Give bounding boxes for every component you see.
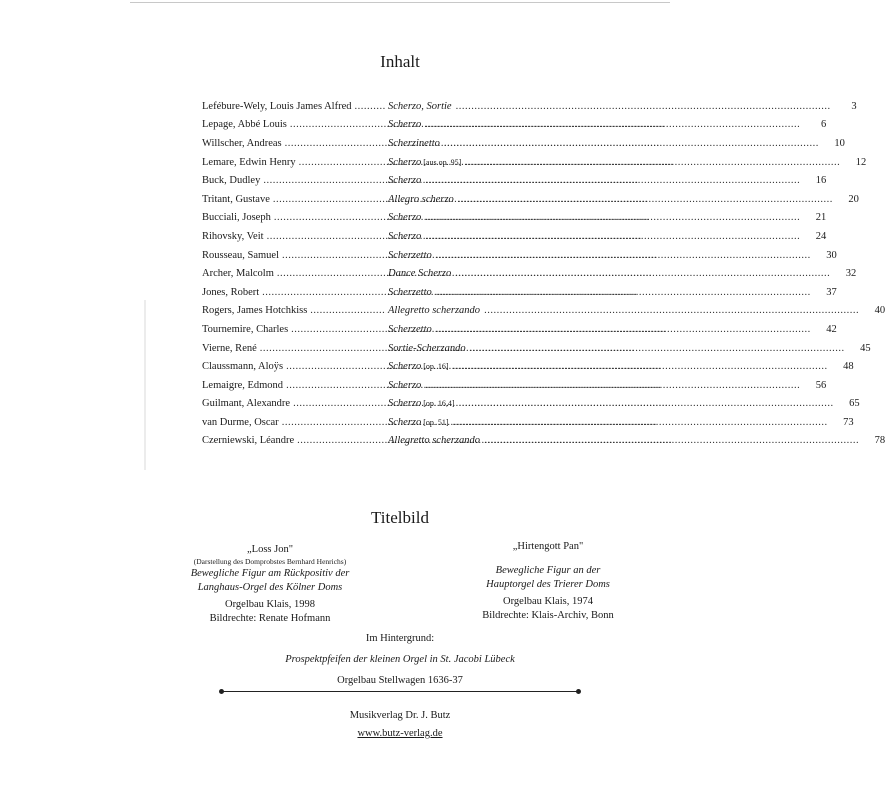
figure-desc-right-1: Bewegliche Figur an der (495, 565, 601, 576)
ornament-divider (222, 691, 578, 692)
toc-entry (196, 320, 837, 339)
toc-opus: [op. 51] (423, 417, 449, 427)
cover-caption-left (170, 543, 370, 626)
toc-piece-cell (386, 119, 800, 130)
toc-page-number: 78 (874, 435, 885, 447)
toc-leader-dots (453, 417, 828, 428)
toc-leader-dots (484, 305, 859, 316)
toc-composer-cell (196, 435, 386, 446)
toc-page-number: 20 (848, 193, 859, 205)
publisher-name: Musikverlag Dr. J. Butz (349, 710, 451, 721)
toc-entry (196, 283, 837, 302)
toc-piece-cell (386, 231, 800, 242)
toc-leader-dots (444, 138, 819, 149)
toc-piece-cell (386, 343, 845, 354)
toc-leader-dots (465, 157, 840, 168)
toc-composer: Lefébure-Wely, Louis James Alfred (202, 100, 352, 112)
toc-composer: Lemare, Edwin Henry (202, 156, 296, 168)
scan-shadow (144, 300, 146, 470)
toc-composer: Willscher, Andreas (202, 137, 282, 149)
toc-piece-cell (386, 175, 800, 186)
toc-opus: [op. 16,4] (423, 399, 455, 409)
toc-composer: Rihovsky, Veit (202, 230, 264, 242)
figure-rights-right: Bildrechte: Klais-Archiv, Bonn (482, 610, 614, 621)
top-edge-rule (130, 2, 670, 3)
toc-piece: Dance Scherzo (388, 268, 452, 280)
toc-opus: [aus op. 95] (423, 157, 462, 167)
toc-composer-cell (196, 343, 386, 354)
toc-piece: Allegretto scherzando (388, 305, 481, 317)
toc-leader-dots (453, 361, 828, 372)
toc-piece: Scherzo (388, 416, 422, 428)
toc-entry (196, 209, 827, 228)
toc-leader-dots (456, 101, 831, 112)
toc-page-number: 3 (851, 100, 857, 112)
toc-leader-dots (484, 435, 859, 446)
toc-piece: Scherzo (388, 156, 422, 168)
toc-composer-cell (196, 324, 386, 335)
toc-composer-cell (196, 361, 386, 372)
divider-dot-left (219, 689, 224, 694)
toc-piece: Scherzo (388, 212, 422, 224)
publisher-url-link[interactable]: www.butz-verlag.de (357, 728, 443, 739)
toc-leader-dots (455, 268, 830, 279)
toc-composer-cell (196, 305, 386, 316)
toc-piece: Scherzo (388, 119, 422, 131)
toc-leader-dots (436, 287, 811, 298)
toc-entry (196, 134, 845, 153)
toc-piece: Scherzo (388, 175, 422, 187)
toc-composer: Rogers, James Hotchkiss (202, 305, 308, 317)
toc-heading: Inhalt (380, 52, 420, 71)
toc-leader-dots (425, 231, 800, 242)
toc-piece: Scherzo (388, 230, 422, 242)
toc-leader-dots (436, 250, 811, 261)
toc-page-number: 12 (855, 156, 867, 168)
toc-entry (196, 413, 854, 432)
toc-piece-cell (386, 157, 840, 168)
toc-entry (196, 171, 827, 190)
toc-piece-cell (386, 268, 830, 279)
toc-page-number: 56 (815, 379, 827, 391)
toc-entry (196, 357, 854, 376)
background-builder: Orgelbau Stellwagen 1636-37 (337, 675, 463, 686)
background-desc: Prospektpfeifen der kleinen Orgel in St. Jacobi Lübeck (285, 654, 515, 665)
toc-piece-cell (386, 324, 811, 335)
toc-leader-dots (425, 119, 800, 130)
toc-composer-cell (196, 157, 386, 168)
toc-composer: Bucciali, Joseph (202, 212, 271, 224)
toc-composer: Buck, Dudley (202, 175, 261, 187)
toc-leader-dots (458, 194, 833, 205)
toc-composer-cell (196, 287, 386, 298)
toc-entry (196, 227, 827, 246)
toc-composer: Guilmant, Alexandre (202, 398, 291, 410)
toc-page-number: 73 (843, 416, 854, 428)
toc-piece-cell (386, 194, 833, 205)
toc-piece: Allegretto scherzando (388, 435, 481, 447)
toc-entry (196, 339, 871, 358)
toc-piece-cell (386, 361, 828, 372)
toc-leader-dots (425, 212, 800, 223)
toc-composer-cell (196, 268, 386, 279)
figure-note-left: (Darstellung des Domprobstes Bernhard Henrichs) (193, 557, 347, 566)
figure-desc-right-2: Hauptorgel des Trierer Doms (486, 579, 610, 590)
toc-composer-cell (196, 398, 386, 409)
toc-page-number: 10 (834, 137, 845, 149)
toc-page-number: 16 (815, 175, 827, 187)
toc-piece: Scherzo (388, 398, 422, 410)
toc-composer-cell (196, 175, 386, 186)
toc-composer: Tournemire, Charles (202, 323, 289, 335)
toc-composer: Rousseau, Samuel (202, 249, 279, 261)
toc-entry (196, 116, 827, 135)
background-label: Im Hintergrund: (365, 633, 435, 644)
toc-piece: Sortie-Scherzando (388, 342, 466, 354)
toc-piece: Scherzo (388, 361, 422, 373)
figure-desc-left-1: Bewegliche Figur am Rückpositiv der (190, 568, 350, 579)
toc-composer-cell (196, 138, 386, 149)
figure-desc-left-2: Langhaus-Orgel des Kölner Doms (197, 582, 343, 593)
toc-page-number: 40 (874, 305, 885, 317)
toc-page-number: 37 (826, 286, 837, 298)
cover-caption-right (448, 540, 648, 623)
toc-piece: Scherzinetto (388, 137, 440, 149)
table-of-contents (196, 97, 885, 450)
toc-piece-cell (386, 250, 811, 261)
divider-dot-right (576, 689, 581, 694)
toc-piece-cell (386, 398, 834, 409)
publisher-block (0, 707, 800, 743)
toc-entry (196, 190, 859, 209)
toc-leader-dots (425, 380, 800, 391)
figure-builder-left: Orgelbau Klais, 1998 (225, 599, 315, 610)
toc-composer-cell (196, 101, 386, 112)
toc-page-number: 6 (821, 119, 827, 131)
toc-composer: Lepage, Abbé Louis (202, 119, 287, 131)
figure-rights-left: Bildrechte: Renate Hofmann (209, 613, 331, 624)
toc-piece-cell (386, 138, 819, 149)
toc-piece: Scherzetto (388, 323, 432, 335)
toc-piece: Scherzo (388, 379, 422, 391)
toc-composer: Tritant, Gustave (202, 193, 270, 205)
toc-page-number: 30 (826, 249, 837, 261)
toc-entry (196, 432, 885, 451)
toc-piece: Allegro scherzo (388, 193, 454, 205)
toc-piece-cell (386, 380, 800, 391)
toc-piece: Scherzo, Sortie (388, 100, 452, 112)
toc-piece-cell (386, 212, 800, 223)
toc-composer: Jones, Robert (202, 286, 260, 298)
toc-entry (196, 246, 837, 265)
toc-composer: Vierne, René (202, 342, 257, 354)
toc-piece-cell (386, 435, 859, 446)
toc-leader-dots (470, 343, 845, 354)
toc-composer-cell (196, 119, 386, 130)
toc-composer: Claussmann, Aloÿs (202, 361, 284, 373)
toc-composer-cell (196, 194, 386, 205)
toc-leader-dots (355, 101, 386, 112)
toc-page-number: 24 (815, 230, 827, 242)
toc-entry (196, 395, 860, 414)
toc-entry (196, 153, 867, 172)
cover-heading: Titelbild (371, 508, 429, 527)
toc-leader-dots (436, 324, 811, 335)
toc-page-number: 65 (849, 398, 860, 410)
toc-opus: [op. 16] (423, 362, 449, 372)
toc-piece-cell (386, 417, 828, 428)
toc-piece: Scherzetto (388, 286, 432, 298)
toc-leader-dots (425, 175, 800, 186)
toc-composer-cell (196, 417, 386, 428)
toc-entry (196, 97, 857, 116)
toc-composer: van Durme, Oscar (202, 416, 279, 428)
toc-leader-dots (459, 398, 834, 409)
toc-page-number: 32 (845, 268, 857, 280)
background-caption (200, 628, 600, 691)
toc-entry (196, 376, 827, 395)
figure-name-left: „Loss Jon" (247, 544, 293, 555)
toc-entry (196, 264, 857, 283)
toc-piece-cell (386, 287, 811, 298)
toc-composer: Lemaigre, Edmond (202, 379, 284, 391)
toc-page-number: 42 (826, 323, 837, 335)
toc-piece-cell (386, 305, 859, 316)
toc-composer-cell (196, 212, 386, 223)
toc-piece: Scherzetto (388, 249, 432, 261)
toc-piece-cell (386, 101, 831, 112)
toc-page-number: 21 (815, 212, 827, 224)
toc-page-number: 48 (843, 361, 854, 373)
toc-composer-cell (196, 231, 386, 242)
figure-name-right: „Hirtengott Pan" (512, 541, 584, 552)
toc-composer: Czerniewski, Léandre (202, 435, 295, 447)
toc-page-number: 45 (860, 342, 871, 354)
toc-leader-dots (310, 305, 386, 316)
toc-composer: Archer, Malcolm (202, 268, 274, 280)
toc-entry (196, 302, 885, 321)
figure-builder-right: Orgelbau Klais, 1974 (503, 596, 593, 607)
toc-composer-cell (196, 250, 386, 261)
toc-composer-cell (196, 380, 386, 391)
